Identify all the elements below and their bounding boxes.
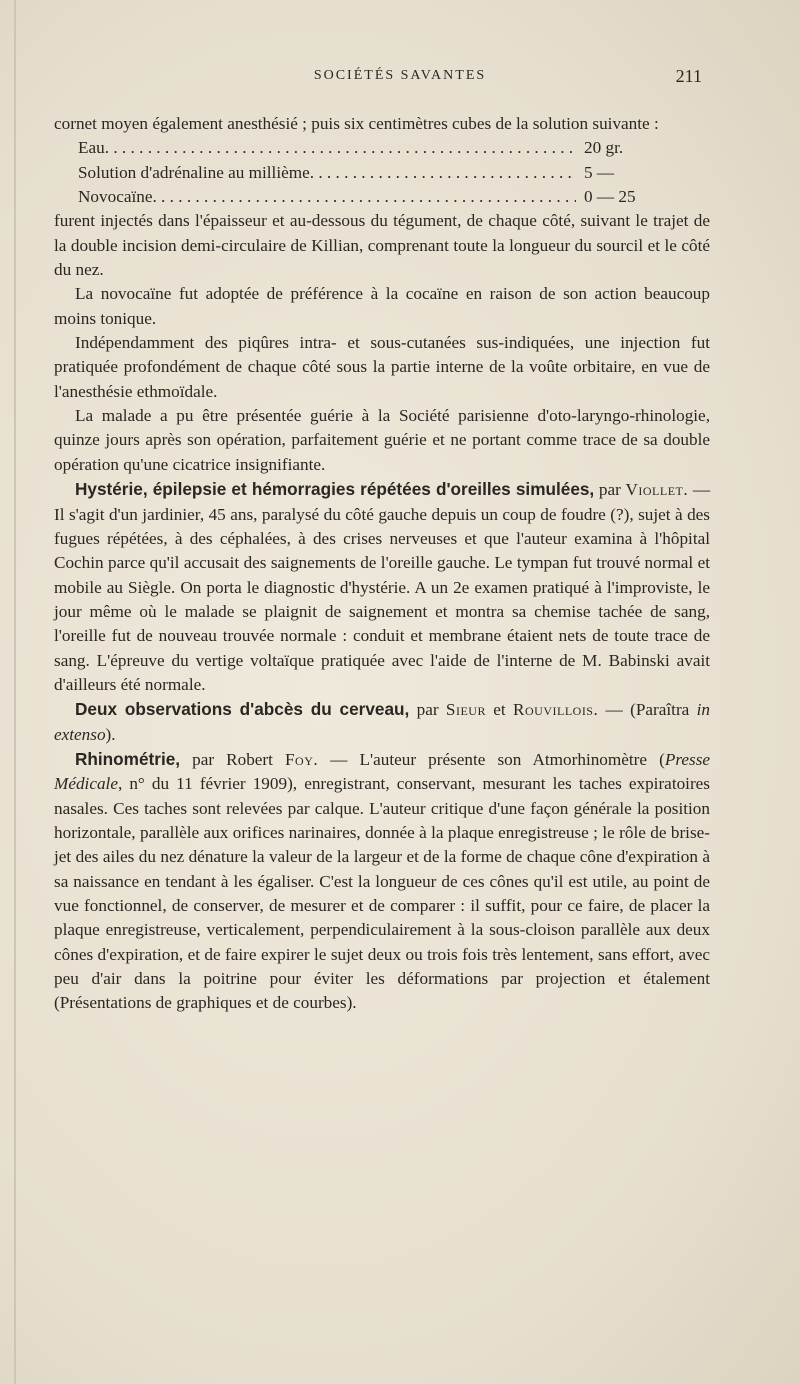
article-body: [54, 112, 710, 1016]
running-header: [0, 66, 800, 88]
section-title: Hystérie, épilepsie et hémorragies répétées d'oreilles simulées,: [75, 479, 595, 500]
dot-leader: [310, 161, 576, 185]
page-edge-shadow: [14, 0, 16, 1384]
by-label: par Robert: [192, 749, 273, 769]
dot-leader: [105, 136, 576, 160]
recipe-row: [78, 185, 710, 209]
paragraph-novocaine: La novocaïne fut adoptée de préférence à la cocaïne en raison de son action beaucoup moins tonique.: [54, 284, 710, 328]
section-text: — (Paraîtra: [605, 700, 690, 720]
section-rhinometry: [54, 747, 710, 1016]
section-title: Rhinométrie,: [75, 748, 181, 769]
recipe-ingredient: Eau: [78, 138, 105, 158]
recipe-row: [78, 136, 710, 160]
section-title: Deux observations d'abcès du cerveau,: [75, 699, 410, 720]
author-name: Viollet.: [625, 480, 689, 500]
recipe-list: [78, 136, 710, 209]
recipe-row: [78, 161, 710, 185]
paragraph-intro: cornet moyen également anesthésié ; puis six centimètres cubes de la solution suivante :: [54, 114, 659, 133]
and-label: et: [493, 700, 506, 720]
section-text: — L'auteur présente son Atmorhinomètre (: [330, 749, 665, 769]
recipe-ingredient: Novocaïne: [78, 187, 153, 207]
italic-text: in extenso: [54, 700, 711, 744]
recipe-amount: 0 — 25: [584, 187, 636, 207]
header-title: SOCIÉTÉS SAVANTES: [313, 68, 487, 83]
section-text-end: ).: [105, 724, 116, 744]
recipe-ingredient: Solution d'adrénaline au millième: [78, 162, 310, 182]
author-name: Sieur: [445, 700, 486, 720]
author-name: Rouvillois.: [513, 700, 599, 720]
paragraph-injection: furent injectés dans l'épaisseur et au-dessous du tégument, de chaque côté, suivant le trajet de la double incision demi-circulaire de Killian, comprenant toute la longueur du sourcil et le côté du nez.: [54, 211, 710, 280]
section-brain-abscess: [54, 697, 710, 747]
section-text-continued: , n° du 11 février 1909), enregistrant, conservant, mesurant les taches expiratoires nasales. Ces taches sont relevées par calque. L'auteur critique d'une façon générale la position horizontale, parallèle aux orifices narinaires, donnée à la plaque enregistreuse ; le rôle de brise-jet des ailes du nez dénature la valeur de la largeur et de la forme de chaque cône d'expiration à sa naissance en tendant à les égaliser. C'est la longueur de ces cônes qu'il est utile, au point de vue fonctionnel, de conserver, de mesurer et de comparer : il suffit, pour ce faire, de placer la plaque enregistreuse, verticalement, perpendiculairement à la sous-cloison parallèle aux deux cônes d'expiration, et de faire expirer le sujet deux ou trois fois très lentement, sans effort, avec peu d'air dans la poitrine pour éviter les déformations par projection et étalement (Présentations de graphiques et de courbes).: [54, 774, 710, 1013]
dot-leader: [152, 185, 576, 209]
recipe-amount: 5 —: [584, 162, 615, 182]
page-number: 211: [675, 66, 702, 86]
author-name: Foy.: [285, 749, 319, 769]
italic-text: Presse Médicale: [54, 749, 711, 794]
paragraph-injection-depth: Indépendamment des piqûres intra- et sous-cutanées sus-indiquées, une injection fut pratiquée profondément de chaque côté sous la partie interne de la voûte orbitaire, en vue de l'anesthésie ethmoïdale.: [54, 333, 710, 401]
by-label: par: [598, 480, 621, 500]
section-hysteria: [54, 477, 710, 697]
section-text: — Il s'agit d'un jardinier, 45 ans, paralysé du côté gauche depuis un coup de foudre (?), sujet à des fugues répétées, à des céphalées, à des crises nerveuses et que l'auteur examina à l'hôpital Cochin parce qu'il accusait des saignements de l'oreille gauche. Le tympan fut trouvé normal et mobile au Siègle. On porta le diagnostic d'hystérie. A un 2e examen pratiqué à l'improviste, le jour même où le malade se plaignit de saignement et montra sa chemise tachée de sang, l'oreille fut de nouveau trouvée normale : conduit et membrane étaient nets de toute trace de sang. L'épreuve du vertige voltaïque pratiquée avec l'aide de l'interne de M. Babinski avait d'ailleurs été normale.: [54, 480, 711, 694]
paragraph-outcome: La malade a pu être présentée guérie à la Société parisienne d'oto-laryngo-rhinologie, quinze jours après son opération, parfaitement guérie et ne portant comme trace de sa double opération qu'une cicatrice insignifiante.: [54, 406, 710, 474]
by-label: par: [416, 700, 439, 720]
recipe-amount: 20 gr.: [584, 138, 624, 158]
